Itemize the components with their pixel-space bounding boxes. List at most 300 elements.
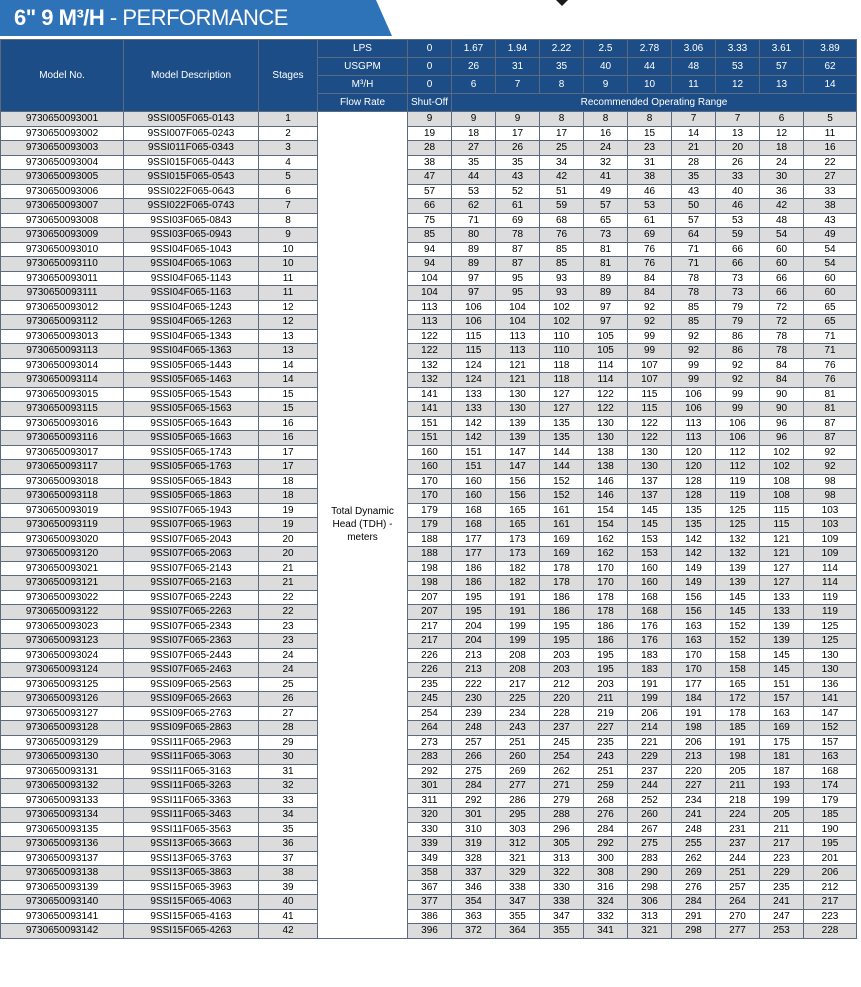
head-value-cell: 195 xyxy=(540,619,584,634)
table-row xyxy=(1,924,857,939)
model-number-cell: 9730650093120 xyxy=(1,547,124,562)
head-value-cell: 36 xyxy=(760,184,804,199)
head-value-cell: 122 xyxy=(408,329,452,344)
model-number-cell: 9730650093138 xyxy=(1,866,124,881)
model-description-cell: 9SSI04F065-1043 xyxy=(124,242,259,257)
head-value-cell: 213 xyxy=(672,750,716,765)
head-value-cell: 19 xyxy=(408,126,452,141)
head-value-cell: 133 xyxy=(760,605,804,620)
head-value-cell: 168 xyxy=(804,764,857,779)
table-row xyxy=(1,503,857,518)
head-value-cell: 173 xyxy=(496,532,540,547)
usgpm-value: 44 xyxy=(628,58,672,76)
head-value-cell: 145 xyxy=(716,590,760,605)
head-value-cell: 112 xyxy=(716,460,760,475)
head-value-cell: 118 xyxy=(540,358,584,373)
head-value-cell: 145 xyxy=(716,605,760,620)
usgpm-value: 26 xyxy=(452,58,496,76)
head-value-cell: 185 xyxy=(804,808,857,823)
m3h-value: 14 xyxy=(804,76,857,94)
head-value-cell: 203 xyxy=(540,663,584,678)
title-model: 6" 9 M³/H xyxy=(14,5,105,30)
head-value-cell: 105 xyxy=(584,344,628,359)
head-value-cell: 90 xyxy=(760,402,804,417)
head-value-cell: 115 xyxy=(628,387,672,402)
head-value-cell: 176 xyxy=(628,619,672,634)
head-value-cell: 71 xyxy=(672,257,716,272)
head-value-cell: 73 xyxy=(716,286,760,301)
stages-cell: 12 xyxy=(259,315,318,330)
head-value-cell: 7 xyxy=(672,112,716,127)
model-number-cell: 9730650093009 xyxy=(1,228,124,243)
stages-cell: 21 xyxy=(259,561,318,576)
head-value-cell: 284 xyxy=(672,895,716,910)
head-value-cell: 104 xyxy=(496,300,540,315)
head-value-cell: 98 xyxy=(804,474,857,489)
table-row xyxy=(1,721,857,736)
head-value-cell: 268 xyxy=(584,793,628,808)
head-value-cell: 156 xyxy=(496,474,540,489)
head-value-cell: 65 xyxy=(804,300,857,315)
head-value-cell: 221 xyxy=(628,735,672,750)
lps-value: 1.67 xyxy=(452,40,496,58)
page-title xyxy=(14,4,288,32)
head-value-cell: 106 xyxy=(672,387,716,402)
head-value-cell: 142 xyxy=(672,532,716,547)
head-value-cell: 237 xyxy=(540,721,584,736)
head-value-cell: 191 xyxy=(628,677,672,692)
model-number-cell: 9730650093125 xyxy=(1,677,124,692)
stages-cell: 28 xyxy=(259,721,318,736)
model-description-cell: 9SSI015F065-0443 xyxy=(124,155,259,170)
lps-value: 2.78 xyxy=(628,40,672,58)
lps-value: 1.94 xyxy=(496,40,540,58)
head-value-cell: 349 xyxy=(408,851,452,866)
head-value-cell: 84 xyxy=(760,373,804,388)
head-value-cell: 93 xyxy=(540,286,584,301)
model-number-cell: 9730650093131 xyxy=(1,764,124,779)
table-row xyxy=(1,576,857,591)
head-value-cell: 85 xyxy=(540,242,584,257)
head-value-cell: 142 xyxy=(672,547,716,562)
head-value-cell: 163 xyxy=(672,619,716,634)
head-value-cell: 78 xyxy=(672,286,716,301)
model-description-cell: 9SSI09F065-2863 xyxy=(124,721,259,736)
model-description-cell: 9SSI005F065-0143 xyxy=(124,112,259,127)
head-value-cell: 235 xyxy=(408,677,452,692)
head-value-cell: 332 xyxy=(584,909,628,924)
head-value-cell: 260 xyxy=(628,808,672,823)
head-value-cell: 125 xyxy=(804,634,857,649)
head-value-cell: 127 xyxy=(540,387,584,402)
head-value-cell: 308 xyxy=(584,866,628,881)
model-description-cell: 9SSI05F065-1843 xyxy=(124,474,259,489)
model-number-cell: 9730650093021 xyxy=(1,561,124,576)
stages-cell: 24 xyxy=(259,663,318,678)
head-value-cell: 163 xyxy=(760,706,804,721)
head-value-cell: 113 xyxy=(672,431,716,446)
model-description-cell: 9SSI03F065-0943 xyxy=(124,228,259,243)
stages-cell: 32 xyxy=(259,779,318,794)
head-value-cell: 217 xyxy=(408,619,452,634)
model-description-cell: 9SSI07F065-1943 xyxy=(124,503,259,518)
head-value-cell: 130 xyxy=(628,460,672,475)
head-value-cell: 57 xyxy=(584,199,628,214)
model-description-cell: 9SSI11F065-3563 xyxy=(124,822,259,837)
model-number-cell: 9730650093124 xyxy=(1,663,124,678)
stages-cell: 36 xyxy=(259,837,318,852)
head-value-cell: 319 xyxy=(452,837,496,852)
head-value-cell: 244 xyxy=(628,779,672,794)
table-row xyxy=(1,126,857,141)
head-value-cell: 109 xyxy=(804,547,857,562)
head-value-cell: 252 xyxy=(628,793,672,808)
stages-cell: 15 xyxy=(259,402,318,417)
table-row xyxy=(1,634,857,649)
table-row xyxy=(1,199,857,214)
head-value-cell: 139 xyxy=(496,431,540,446)
model-description-cell: 9SSI05F065-1443 xyxy=(124,358,259,373)
m3h-value: 8 xyxy=(540,76,584,94)
head-value-cell: 267 xyxy=(628,822,672,837)
head-value-cell: 92 xyxy=(628,315,672,330)
head-value-cell: 254 xyxy=(540,750,584,765)
head-value-cell: 152 xyxy=(804,721,857,736)
model-description-cell: 9SSI05F065-1543 xyxy=(124,387,259,402)
table-row xyxy=(1,242,857,257)
head-value-cell: 199 xyxy=(496,634,540,649)
model-number-cell: 9730650093137 xyxy=(1,851,124,866)
head-value-cell: 324 xyxy=(584,895,628,910)
head-value-cell: 341 xyxy=(584,924,628,939)
head-value-cell: 303 xyxy=(496,822,540,837)
head-value-cell: 99 xyxy=(628,329,672,344)
head-value-cell: 330 xyxy=(408,822,452,837)
model-description-cell: 9SSI13F065-3763 xyxy=(124,851,259,866)
head-value-cell: 124 xyxy=(452,358,496,373)
stages-cell: 25 xyxy=(259,677,318,692)
table-row xyxy=(1,561,857,576)
stages-cell: 5 xyxy=(259,170,318,185)
head-value-cell: 46 xyxy=(716,199,760,214)
model-number-cell: 9730650093019 xyxy=(1,503,124,518)
head-value-cell: 135 xyxy=(540,416,584,431)
head-value-cell: 78 xyxy=(496,228,540,243)
head-value-cell: 54 xyxy=(804,242,857,257)
head-value-cell: 165 xyxy=(496,503,540,518)
head-value-cell: 97 xyxy=(452,286,496,301)
head-value-cell: 38 xyxy=(408,155,452,170)
head-value-cell: 204 xyxy=(452,619,496,634)
head-value-cell: 175 xyxy=(760,735,804,750)
head-value-cell: 183 xyxy=(628,663,672,678)
head-value-cell: 137 xyxy=(628,474,672,489)
head-value-cell: 89 xyxy=(584,271,628,286)
model-number-cell: 9730650093023 xyxy=(1,619,124,634)
head-value-cell: 213 xyxy=(452,663,496,678)
head-value-cell: 54 xyxy=(760,228,804,243)
model-number-cell: 9730650093123 xyxy=(1,634,124,649)
head-value-cell: 57 xyxy=(672,213,716,228)
head-value-cell: 121 xyxy=(496,373,540,388)
model-description-cell: 9SSI07F065-2243 xyxy=(124,590,259,605)
model-description-cell: 9SSI07F065-2363 xyxy=(124,634,259,649)
head-value-cell: 7 xyxy=(716,112,760,127)
head-value-cell: 38 xyxy=(804,199,857,214)
head-value-cell: 271 xyxy=(540,779,584,794)
head-value-cell: 223 xyxy=(804,909,857,924)
head-value-cell: 133 xyxy=(760,590,804,605)
head-value-cell: 207 xyxy=(408,605,452,620)
head-value-cell: 78 xyxy=(760,329,804,344)
stages-cell: 31 xyxy=(259,764,318,779)
head-value-cell: 115 xyxy=(452,344,496,359)
head-value-cell: 277 xyxy=(496,779,540,794)
model-number-cell: 9730650093132 xyxy=(1,779,124,794)
head-value-cell: 121 xyxy=(496,358,540,373)
head-value-cell: 193 xyxy=(760,779,804,794)
label-flow-rate: Flow Rate xyxy=(318,94,408,112)
head-value-cell: 42 xyxy=(540,170,584,185)
head-value-cell: 170 xyxy=(672,663,716,678)
head-value-cell: 86 xyxy=(716,329,760,344)
head-value-cell: 53 xyxy=(452,184,496,199)
head-value-cell: 151 xyxy=(408,416,452,431)
model-number-cell: 9730650093015 xyxy=(1,387,124,402)
model-description-cell: 9SSI15F065-3963 xyxy=(124,880,259,895)
head-value-cell: 158 xyxy=(716,648,760,663)
head-value-cell: 16 xyxy=(804,141,857,156)
head-value-cell: 114 xyxy=(584,358,628,373)
head-value-cell: 98 xyxy=(804,489,857,504)
head-value-cell: 235 xyxy=(760,880,804,895)
head-value-cell: 218 xyxy=(716,793,760,808)
head-value-cell: 15 xyxy=(628,126,672,141)
stages-cell: 38 xyxy=(259,866,318,881)
head-value-cell: 99 xyxy=(716,402,760,417)
head-value-cell: 208 xyxy=(496,663,540,678)
stages-cell: 2 xyxy=(259,126,318,141)
head-value-cell: 106 xyxy=(452,300,496,315)
model-description-cell: 9SSI11F065-3263 xyxy=(124,779,259,794)
head-value-cell: 191 xyxy=(716,735,760,750)
stages-cell: 12 xyxy=(259,300,318,315)
head-value-cell: 8 xyxy=(584,112,628,127)
head-value-cell: 227 xyxy=(584,721,628,736)
head-value-cell: 243 xyxy=(584,750,628,765)
table-row xyxy=(1,445,857,460)
stages-cell: 19 xyxy=(259,503,318,518)
head-value-cell: 251 xyxy=(716,866,760,881)
head-value-cell: 95 xyxy=(496,286,540,301)
lps-value: 2.5 xyxy=(584,40,628,58)
stages-cell: 13 xyxy=(259,344,318,359)
head-value-cell: 347 xyxy=(496,895,540,910)
model-description-cell: 9SSI07F065-2343 xyxy=(124,619,259,634)
table-row xyxy=(1,170,857,185)
head-value-cell: 142 xyxy=(452,416,496,431)
table-row xyxy=(1,837,857,852)
head-value-cell: 107 xyxy=(628,373,672,388)
model-description-cell: 9SSI07F065-2163 xyxy=(124,576,259,591)
model-description-cell: 9SSI04F065-1143 xyxy=(124,271,259,286)
head-value-cell: 76 xyxy=(540,228,584,243)
table-row xyxy=(1,228,857,243)
model-description-cell: 9SSI05F065-1663 xyxy=(124,431,259,446)
head-value-cell: 113 xyxy=(496,344,540,359)
head-value-cell: 273 xyxy=(408,735,452,750)
head-value-cell: 108 xyxy=(760,489,804,504)
head-value-cell: 262 xyxy=(672,851,716,866)
stages-cell: 37 xyxy=(259,851,318,866)
table-row xyxy=(1,402,857,417)
head-value-cell: 177 xyxy=(452,547,496,562)
head-value-cell: 186 xyxy=(540,605,584,620)
head-value-cell: 186 xyxy=(584,619,628,634)
model-number-cell: 9730650093118 xyxy=(1,489,124,504)
head-value-cell: 133 xyxy=(452,402,496,417)
model-description-cell: 9SSI11F065-3463 xyxy=(124,808,259,823)
table-row xyxy=(1,663,857,678)
head-value-cell: 21 xyxy=(672,141,716,156)
model-number-cell: 9730650093133 xyxy=(1,793,124,808)
model-number-cell: 9730650093112 xyxy=(1,315,124,330)
head-value-cell: 53 xyxy=(628,199,672,214)
table-row xyxy=(1,895,857,910)
head-value-cell: 173 xyxy=(496,547,540,562)
stages-cell: 42 xyxy=(259,924,318,939)
tdh-label: Total Dynamic Head (TDH) - meters xyxy=(318,112,408,939)
head-value-cell: 298 xyxy=(628,880,672,895)
head-value-cell: 33 xyxy=(804,184,857,199)
head-value-cell: 212 xyxy=(540,677,584,692)
head-value-cell: 292 xyxy=(584,837,628,852)
head-value-cell: 9 xyxy=(496,112,540,127)
head-value-cell: 377 xyxy=(408,895,452,910)
head-value-cell: 65 xyxy=(584,213,628,228)
head-value-cell: 144 xyxy=(540,445,584,460)
head-value-cell: 106 xyxy=(716,431,760,446)
head-value-cell: 244 xyxy=(716,851,760,866)
head-value-cell: 367 xyxy=(408,880,452,895)
head-value-cell: 114 xyxy=(584,373,628,388)
head-value-cell: 102 xyxy=(760,445,804,460)
head-value-cell: 237 xyxy=(716,837,760,852)
head-value-cell: 124 xyxy=(452,373,496,388)
head-value-cell: 191 xyxy=(672,706,716,721)
head-value-cell: 145 xyxy=(760,663,804,678)
head-value-cell: 178 xyxy=(584,590,628,605)
head-value-cell: 51 xyxy=(540,184,584,199)
model-description-cell: 9SSI05F065-1643 xyxy=(124,416,259,431)
model-description-cell: 9SSI07F065-2443 xyxy=(124,648,259,663)
m3h-value: 7 xyxy=(496,76,540,94)
head-value-cell: 139 xyxy=(496,416,540,431)
head-value-cell: 290 xyxy=(628,866,672,881)
head-value-cell: 85 xyxy=(408,228,452,243)
head-value-cell: 191 xyxy=(496,605,540,620)
head-value-cell: 248 xyxy=(452,721,496,736)
head-value-cell: 47 xyxy=(408,170,452,185)
header-model-no: Model No. xyxy=(1,40,124,112)
arrow-down-icon xyxy=(556,0,568,6)
head-value-cell: 185 xyxy=(716,721,760,736)
usgpm-value: 40 xyxy=(584,58,628,76)
head-value-cell: 69 xyxy=(628,228,672,243)
head-value-cell: 228 xyxy=(540,706,584,721)
head-value-cell: 266 xyxy=(452,750,496,765)
model-description-cell: 9SSI11F065-3363 xyxy=(124,793,259,808)
model-number-cell: 9730650093017 xyxy=(1,445,124,460)
head-value-cell: 276 xyxy=(584,808,628,823)
model-number-cell: 9730650093115 xyxy=(1,402,124,417)
head-value-cell: 28 xyxy=(408,141,452,156)
head-value-cell: 156 xyxy=(672,590,716,605)
model-number-cell: 9730650093022 xyxy=(1,590,124,605)
table-row xyxy=(1,866,857,881)
stages-cell: 1 xyxy=(259,112,318,127)
head-value-cell: 195 xyxy=(452,590,496,605)
head-value-cell: 283 xyxy=(628,851,672,866)
stages-cell: 13 xyxy=(259,329,318,344)
head-value-cell: 217 xyxy=(804,895,857,910)
head-value-cell: 355 xyxy=(540,924,584,939)
head-value-cell: 96 xyxy=(760,431,804,446)
head-value-cell: 113 xyxy=(408,300,452,315)
table-row xyxy=(1,619,857,634)
head-value-cell: 92 xyxy=(716,373,760,388)
table-row xyxy=(1,112,857,127)
m3h-value: 11 xyxy=(672,76,716,94)
model-number-cell: 9730650093121 xyxy=(1,576,124,591)
m3h-value: 0 xyxy=(408,76,452,94)
table-row xyxy=(1,286,857,301)
head-value-cell: 262 xyxy=(540,764,584,779)
head-value-cell: 198 xyxy=(672,721,716,736)
head-value-cell: 248 xyxy=(672,822,716,837)
head-value-cell: 130 xyxy=(584,431,628,446)
head-value-cell: 66 xyxy=(716,242,760,257)
head-value-cell: 211 xyxy=(584,692,628,707)
head-value-cell: 226 xyxy=(408,663,452,678)
model-description-cell: 9SSI04F065-1263 xyxy=(124,315,259,330)
head-value-cell: 253 xyxy=(760,924,804,939)
head-value-cell: 251 xyxy=(496,735,540,750)
stages-cell: 3 xyxy=(259,141,318,156)
head-value-cell: 284 xyxy=(452,779,496,794)
head-value-cell: 230 xyxy=(452,692,496,707)
head-value-cell: 241 xyxy=(760,895,804,910)
stages-cell: 11 xyxy=(259,286,318,301)
head-value-cell: 187 xyxy=(760,764,804,779)
head-value-cell: 97 xyxy=(584,300,628,315)
head-value-cell: 94 xyxy=(408,242,452,257)
head-value-cell: 165 xyxy=(716,677,760,692)
head-value-cell: 269 xyxy=(672,866,716,881)
head-value-cell: 255 xyxy=(672,837,716,852)
usgpm-value: 53 xyxy=(716,58,760,76)
header-row-lps xyxy=(1,40,857,58)
head-value-cell: 14 xyxy=(672,126,716,141)
head-value-cell: 109 xyxy=(804,532,857,547)
label-lps: LPS xyxy=(318,40,408,58)
head-value-cell: 104 xyxy=(408,271,452,286)
head-value-cell: 219 xyxy=(584,706,628,721)
head-value-cell: 306 xyxy=(628,895,672,910)
m3h-value: 12 xyxy=(716,76,760,94)
model-number-cell: 9730650093005 xyxy=(1,170,124,185)
head-value-cell: 65 xyxy=(804,315,857,330)
